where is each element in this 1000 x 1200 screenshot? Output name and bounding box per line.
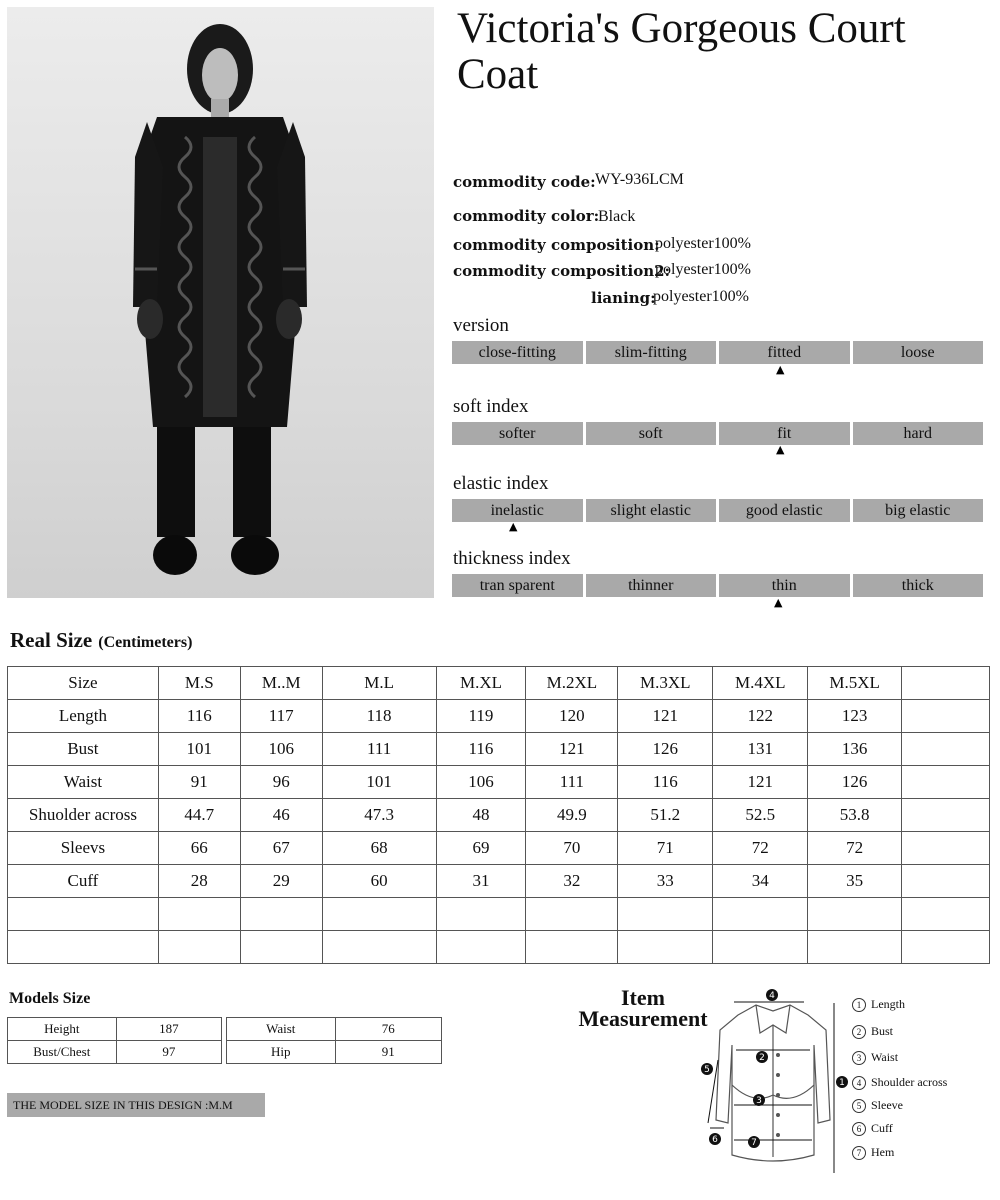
version-scale bbox=[452, 341, 983, 364]
svg-text:5: 5 bbox=[704, 1065, 710, 1075]
legend-number: 4 bbox=[852, 1076, 866, 1090]
real-size-table bbox=[7, 666, 990, 964]
table-header-cell: M.4XL bbox=[713, 667, 808, 700]
table-cell: 120 bbox=[526, 700, 618, 733]
table-cell bbox=[902, 733, 990, 766]
row-label-cell: Bust bbox=[8, 733, 159, 766]
soft-index-title: soft index bbox=[453, 396, 529, 417]
table-header-cell: M.2XL bbox=[526, 667, 618, 700]
table-cell bbox=[902, 931, 990, 964]
legend-number: 1 bbox=[852, 998, 866, 1012]
table-cell: 131 bbox=[713, 733, 808, 766]
version-option-loose: loose bbox=[853, 341, 984, 364]
soft-index-option-fit: fit bbox=[719, 422, 850, 445]
legend-number: 7 bbox=[852, 1146, 866, 1160]
models-size-title: Models Size bbox=[9, 990, 91, 1007]
legend-label: Cuff bbox=[871, 1121, 893, 1135]
table-cell bbox=[902, 700, 990, 733]
table-cell: 121 bbox=[618, 700, 713, 733]
table-cell bbox=[322, 931, 436, 964]
legend-label: Bust bbox=[871, 1024, 894, 1038]
table-cell: 111 bbox=[322, 733, 436, 766]
table-cell bbox=[713, 931, 808, 964]
table-cell: 121 bbox=[713, 766, 808, 799]
model-wearing-coat-illustration bbox=[7, 7, 434, 598]
table-cell: 34 bbox=[713, 865, 808, 898]
legend-number: 3 bbox=[852, 1051, 866, 1065]
elastic-index-option-good-elastic: good elastic bbox=[719, 499, 850, 522]
table-cell: 117 bbox=[240, 700, 322, 733]
version-option-slim-fitting: slim-fitting bbox=[586, 341, 717, 364]
table-cell bbox=[713, 898, 808, 931]
legend-item-length bbox=[852, 997, 905, 1012]
table-header-cell: Size bbox=[8, 667, 159, 700]
version-option-fitted: fitted bbox=[719, 341, 850, 364]
real-size-heading bbox=[10, 628, 192, 653]
table-cell: 91 bbox=[158, 766, 240, 799]
table-cell: 72 bbox=[713, 832, 808, 865]
commodity-color-value: Black bbox=[598, 208, 636, 225]
table-cell bbox=[158, 931, 240, 964]
row-label-cell: Waist bbox=[8, 766, 159, 799]
table-cell bbox=[526, 931, 618, 964]
legend-label: Shoulder across bbox=[871, 1075, 948, 1089]
table-cell: 31 bbox=[436, 865, 526, 898]
table-cell: 69 bbox=[436, 832, 526, 865]
item-measurement-title-line2: Measurement bbox=[578, 1006, 708, 1031]
commodity-code-label: commodity code: bbox=[453, 173, 596, 191]
table-cell: 101 bbox=[158, 733, 240, 766]
table-cell: 47.3 bbox=[322, 799, 436, 832]
model-bust-label: Bust/Chest bbox=[8, 1041, 117, 1064]
row-label-cell: Sleevs bbox=[8, 832, 159, 865]
table-cell bbox=[240, 931, 322, 964]
table-cell: 116 bbox=[158, 700, 240, 733]
table-cell bbox=[808, 931, 902, 964]
svg-text:7: 7 bbox=[751, 1138, 757, 1148]
table-cell: 71 bbox=[618, 832, 713, 865]
table-cell bbox=[436, 898, 526, 931]
table-cell: 51.2 bbox=[618, 799, 713, 832]
row-label-cell: Shuolder across bbox=[8, 799, 159, 832]
table-cell: 126 bbox=[808, 766, 902, 799]
table-row bbox=[8, 733, 990, 766]
table-cell: 35 bbox=[808, 865, 902, 898]
soft-index-option-soft: soft bbox=[586, 422, 717, 445]
table-cell: 53.8 bbox=[808, 799, 902, 832]
table-row bbox=[8, 898, 990, 931]
table-cell: 136 bbox=[808, 733, 902, 766]
soft-index-option-hard: hard bbox=[853, 422, 984, 445]
table-cell bbox=[902, 832, 990, 865]
legend-label: Sleeve bbox=[871, 1098, 903, 1112]
table-header-cell: M..M bbox=[240, 667, 322, 700]
table-cell: 96 bbox=[240, 766, 322, 799]
table-cell: 126 bbox=[618, 733, 713, 766]
row-label-cell bbox=[8, 898, 159, 931]
model-size-note: THE MODEL SIZE IN THIS DESIGN :M.M bbox=[7, 1093, 265, 1117]
thickness-index-option-transparent: tran sparent bbox=[452, 574, 583, 597]
model-hip-label: Hip bbox=[227, 1041, 336, 1064]
svg-text:6: 6 bbox=[712, 1135, 718, 1145]
svg-text:3: 3 bbox=[756, 1096, 762, 1106]
table-cell bbox=[618, 931, 713, 964]
commodity-composition2-label: commodity composition2: bbox=[453, 262, 671, 280]
table-cell: 118 bbox=[322, 700, 436, 733]
commodity-composition-value: polyester100% bbox=[655, 235, 751, 252]
legend-number: 5 bbox=[852, 1099, 866, 1113]
model-waist-label: Waist bbox=[227, 1018, 336, 1041]
models-size-table-right bbox=[226, 1017, 442, 1064]
table-cell: 44.7 bbox=[158, 799, 240, 832]
legend-item-waist bbox=[852, 1050, 898, 1065]
commodity-color-label: commodity color: bbox=[453, 207, 600, 225]
table-row bbox=[8, 766, 990, 799]
table-row bbox=[8, 931, 990, 964]
commodity-composition2-value: polyester100% bbox=[655, 261, 751, 278]
table-cell: 119 bbox=[436, 700, 526, 733]
table-cell bbox=[902, 766, 990, 799]
real-size-unit: (Centimeters) bbox=[98, 634, 193, 651]
table-cell: 70 bbox=[526, 832, 618, 865]
row-label-cell: Length bbox=[8, 700, 159, 733]
lining-label: lianing: bbox=[591, 289, 656, 307]
table-cell: 106 bbox=[436, 766, 526, 799]
thickness-index-scale bbox=[452, 574, 983, 597]
legend-number: 6 bbox=[852, 1122, 866, 1136]
table-cell: 72 bbox=[808, 832, 902, 865]
table-cell: 123 bbox=[808, 700, 902, 733]
elastic-index-option-slight-elastic: slight elastic bbox=[586, 499, 717, 522]
table-header-cell: M.S bbox=[158, 667, 240, 700]
commodity-code-value: WY-936LCM bbox=[595, 171, 684, 188]
legend-item-hem bbox=[852, 1145, 894, 1160]
table-header-cell: M.XL bbox=[436, 667, 526, 700]
table-row bbox=[8, 1041, 222, 1064]
legend-label: Length bbox=[871, 997, 905, 1011]
thickness-index-selected-marker-icon: ▲ bbox=[774, 596, 783, 609]
soft-index-selected-marker-icon: ▲ bbox=[776, 443, 785, 456]
legend-number: 2 bbox=[852, 1025, 866, 1039]
row-label-cell bbox=[8, 931, 159, 964]
table-row bbox=[8, 865, 990, 898]
table-cell: 121 bbox=[526, 733, 618, 766]
legend-label: Waist bbox=[871, 1050, 899, 1064]
commodity-composition-label: commodity composition: bbox=[453, 236, 660, 254]
table-cell bbox=[436, 931, 526, 964]
models-size-table-left bbox=[7, 1017, 222, 1064]
product-photo bbox=[7, 7, 434, 598]
coat-measurement-diagram bbox=[698, 985, 848, 1175]
lining-value: polyester100% bbox=[653, 288, 749, 305]
table-cell bbox=[902, 799, 990, 832]
model-height-label: Height bbox=[8, 1018, 117, 1041]
table-cell bbox=[240, 898, 322, 931]
elastic-index-option-big-elastic: big elastic bbox=[853, 499, 984, 522]
table-cell: 48 bbox=[436, 799, 526, 832]
table-row bbox=[8, 799, 990, 832]
table-row bbox=[8, 832, 990, 865]
thickness-index-option-thinner: thinner bbox=[586, 574, 717, 597]
elastic-index-option-inelastic: inelastic bbox=[452, 499, 583, 522]
table-cell: 116 bbox=[436, 733, 526, 766]
model-bust-value: 97 bbox=[116, 1041, 221, 1064]
elastic-index-scale bbox=[452, 499, 983, 522]
table-header-cell: M.3XL bbox=[618, 667, 713, 700]
table-cell: 33 bbox=[618, 865, 713, 898]
table-cell: 28 bbox=[158, 865, 240, 898]
table-cell: 116 bbox=[618, 766, 713, 799]
svg-text:1: 1 bbox=[839, 1078, 845, 1088]
table-header-cell: M.5XL bbox=[808, 667, 902, 700]
legend-item-bust bbox=[852, 1024, 893, 1039]
table-cell bbox=[902, 898, 990, 931]
soft-index-option-softer: softer bbox=[452, 422, 583, 445]
table-cell: 52.5 bbox=[713, 799, 808, 832]
table-cell: 101 bbox=[322, 766, 436, 799]
table-cell: 49.9 bbox=[526, 799, 618, 832]
table-header-cell bbox=[902, 667, 990, 700]
table-cell: 106 bbox=[240, 733, 322, 766]
table-cell: 68 bbox=[322, 832, 436, 865]
table-cell bbox=[808, 898, 902, 931]
table-row bbox=[8, 700, 990, 733]
table-row bbox=[227, 1018, 442, 1041]
table-cell: 111 bbox=[526, 766, 618, 799]
table-header-row bbox=[8, 667, 990, 700]
table-row bbox=[8, 1018, 222, 1041]
table-cell: 46 bbox=[240, 799, 322, 832]
version-option-close-fitting: close-fitting bbox=[452, 341, 583, 364]
version-selected-marker-icon: ▲ bbox=[776, 363, 785, 376]
version-title: version bbox=[453, 315, 509, 336]
table-cell bbox=[902, 865, 990, 898]
svg-text:2: 2 bbox=[759, 1053, 765, 1063]
table-row bbox=[227, 1041, 442, 1064]
legend-item-shoulder-across bbox=[852, 1075, 947, 1090]
model-height-value: 187 bbox=[116, 1018, 221, 1041]
legend-item-sleeve bbox=[852, 1098, 903, 1113]
real-size-title: Real Size bbox=[10, 628, 93, 652]
table-cell: 66 bbox=[158, 832, 240, 865]
table-cell: 67 bbox=[240, 832, 322, 865]
model-waist-value: 76 bbox=[335, 1018, 441, 1041]
table-header-cell: M.L bbox=[322, 667, 436, 700]
thickness-index-option-thick: thick bbox=[853, 574, 984, 597]
table-cell: 29 bbox=[240, 865, 322, 898]
product-title: Victoria's Gorgeous Court Coat bbox=[457, 5, 906, 98]
table-cell: 60 bbox=[322, 865, 436, 898]
table-cell bbox=[526, 898, 618, 931]
thickness-index-title: thickness index bbox=[453, 548, 571, 569]
row-label-cell: Cuff bbox=[8, 865, 159, 898]
table-cell bbox=[618, 898, 713, 931]
model-hip-value: 91 bbox=[335, 1041, 441, 1064]
soft-index-scale bbox=[452, 422, 983, 445]
elastic-index-selected-marker-icon: ▲ bbox=[509, 520, 518, 533]
item-measurement-title-line1: Item bbox=[621, 985, 665, 1010]
table-cell: 122 bbox=[713, 700, 808, 733]
table-cell bbox=[322, 898, 436, 931]
svg-text:4: 4 bbox=[769, 991, 775, 1001]
legend-item-cuff bbox=[852, 1121, 893, 1136]
table-cell bbox=[158, 898, 240, 931]
thickness-index-option-thin: thin bbox=[719, 574, 850, 597]
elastic-index-title: elastic index bbox=[453, 473, 549, 494]
legend-label: Hem bbox=[871, 1145, 895, 1159]
table-cell: 32 bbox=[526, 865, 618, 898]
